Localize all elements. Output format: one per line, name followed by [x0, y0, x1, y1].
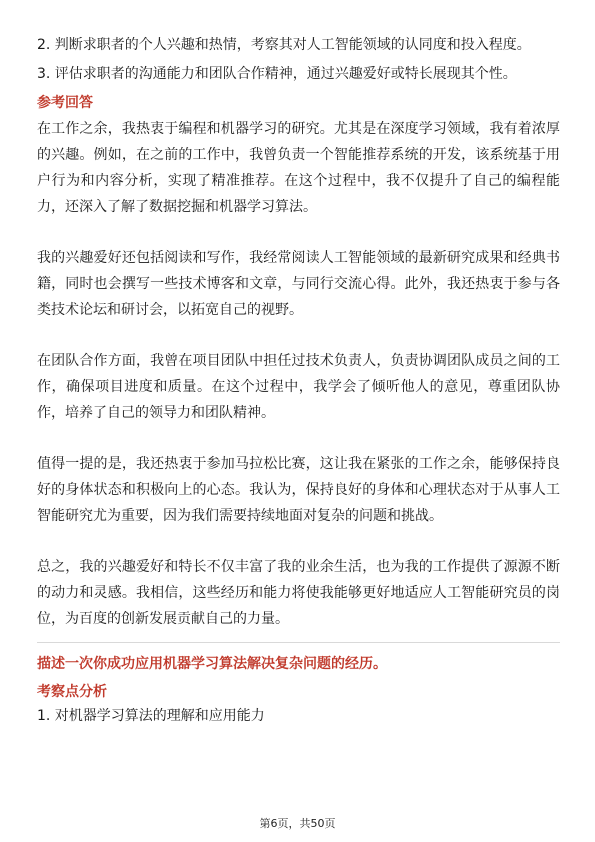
answer-paragraph-4: 值得一提的是，我还热衷于参加马拉松比赛，这让我在紧张的工作之余，能够保持良好的身体状态和积极向上的心态。我认为，保持良好的身体和心理状态对于从事人工智能研究尤为重要，因为我们需要持续地面对复杂的问题和挑战。	[37, 456, 560, 524]
answer-paragraph-1: 在工作之余，我热衷于编程和机器学习的研究。尤其是在深度学习领域，我有着浓厚的兴趣。例如，在之前的工作中，我曾负责一个智能推荐系统的开发，该系统基于用户行为和内容分析，实现了精准推荐。在这个过程中，我不仅提升了自己的编程能力，还深入了解了数据挖掘和机器学习算法。	[37, 121, 560, 215]
page-number: 第6页，共50页	[259, 817, 336, 830]
analysis-heading: 考察点分析	[37, 684, 107, 700]
next-question-title: 描述一次你成功应用机器学习算法解决复杂问题的经历。	[37, 656, 387, 672]
answer-paragraph-2: 我的兴趣爱好还包括阅读和写作，我经常阅读人工智能领域的最新研究成果和经典书籍，同时也会撰写一些技术博客和文章，与同行交流心得。此外，我还热衷于参与各类技术论坛和研讨会，以拓宽自己的视野。	[37, 250, 560, 318]
answer-paragraph-3: 在团队合作方面，我曾在项目团队中担任过技术负责人，负责协调团队成员之间的工作，确保项目进度和质量。在这个过程中，我学会了倾听他人的意见，尊重团队协作，培养了自己的领导力和团队精神。	[37, 353, 560, 421]
analysis-point-1: 1. 对机器学习算法的理解和应用能力	[37, 708, 265, 724]
section-divider	[37, 642, 560, 643]
document-page	[37, 34, 560, 728]
intro-point-2: 2. 判断求职者的个人兴趣和热情，考察其对人工智能领域的认同度和投入程度。	[37, 37, 531, 53]
answer-paragraph-5: 总之，我的兴趣爱好和特长不仅丰富了我的业余生活，也为我的工作提供了源源不断的动力和灵感。我相信，这些经历和能力将使我能够更好地适应人工智能研究员的岗位，为百度的创新发展贡献自己的力量。	[37, 559, 560, 627]
reference-answer-heading: 参考回答	[37, 95, 93, 111]
intro-point-3: 3. 评估求职者的沟通能力和团队合作精神，通过兴趣爱好或特长展现其个性。	[37, 66, 517, 82]
